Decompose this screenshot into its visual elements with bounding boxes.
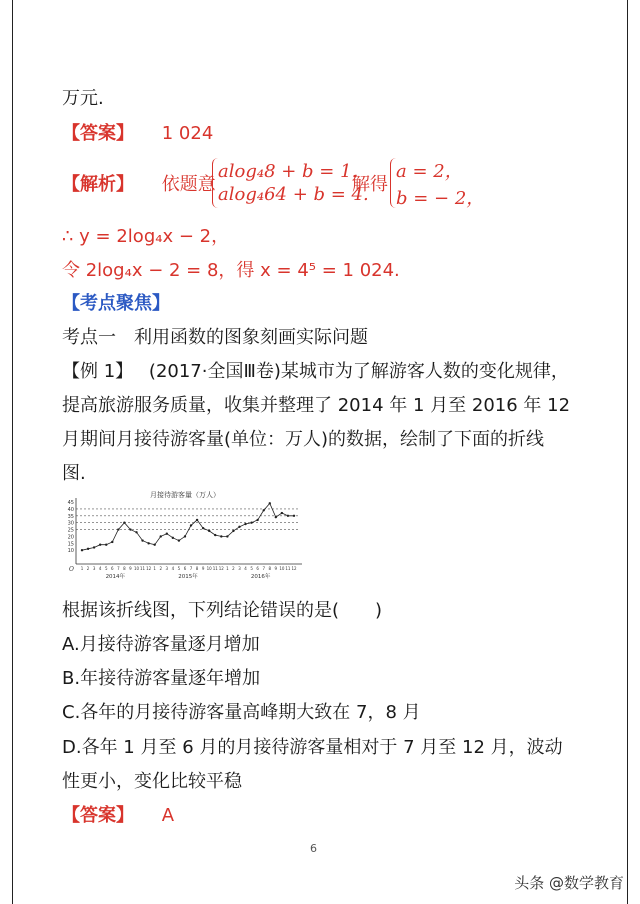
analysis-row (62, 170, 216, 196)
data-point (184, 535, 186, 537)
data-point (129, 528, 131, 530)
data-point (244, 523, 246, 525)
equation-2: alog₄64 + b = 4. (218, 184, 369, 205)
x-tick-label: 11 (140, 566, 146, 571)
solution-1: a = 2， (396, 161, 463, 182)
data-point (81, 549, 83, 551)
x-tick-label: 8 (195, 566, 199, 571)
data-point (172, 537, 174, 539)
data-point (281, 512, 283, 514)
x-tick-label: 10 (279, 566, 285, 571)
example-line-4: 图. (62, 463, 86, 484)
example-tag: 【例 1】 (62, 361, 134, 382)
x-tick-label: 5 (177, 566, 181, 571)
answer-tag: 【答案】 (62, 123, 134, 144)
data-point (123, 521, 125, 523)
data-point (202, 527, 204, 529)
y-tick-label: 30 (67, 520, 74, 527)
data-point (190, 524, 192, 526)
x-tick-label: 1 (226, 566, 229, 571)
origin-label: O (69, 566, 74, 573)
x-tick-label: 2 (86, 566, 90, 571)
series-line (82, 503, 294, 550)
x-tick-label: 6 (256, 566, 259, 571)
data-point (214, 534, 216, 536)
example-row (62, 357, 569, 383)
focus-tag: 【考点聚焦】 (62, 293, 170, 314)
x-tick-label: 11 (285, 566, 291, 571)
x-tick-label: 12 (146, 566, 152, 571)
y-tick-label: 10 (67, 548, 74, 555)
data-point (220, 535, 222, 537)
data-point (147, 542, 149, 544)
option-c[interactable]: C.各年的月接待游客量高峰期大致在 7，8 月 (62, 702, 421, 723)
x-tick-label: 4 (98, 566, 102, 571)
x-tick-label: 6 (183, 566, 187, 571)
x-tick-label: 5 (250, 566, 253, 571)
data-point (105, 544, 107, 546)
solve-word: 解得 (352, 174, 388, 195)
x-tick-label: 4 (171, 566, 175, 571)
data-point (117, 528, 119, 530)
y-tick-label: 40 (67, 506, 74, 513)
y-tick-label: 35 (67, 513, 74, 520)
data-point (232, 530, 234, 532)
x-tick-label: 1 (80, 566, 84, 571)
therefore-line: ∴ y = 2log₄x − 2， (62, 226, 230, 247)
answer-value: 1 024 (161, 123, 214, 144)
chart-title: 月接待游客量（万人） (150, 491, 220, 499)
y-tick-label: 15 (67, 541, 74, 548)
data-point (226, 535, 228, 537)
solution-2: b = − 2， (396, 188, 485, 209)
x-tick-label: 9 (129, 566, 132, 571)
data-point (160, 535, 162, 537)
y-tick-label: 20 (67, 534, 74, 541)
x-tick-label: 11 (212, 566, 218, 571)
data-point (287, 515, 289, 517)
year-label: 2014年 (105, 574, 126, 580)
x-tick-label: 2 (232, 566, 235, 571)
data-point (250, 521, 252, 523)
option-a[interactable]: A.月接待游客量逐月增加 (62, 634, 260, 655)
visitor-line-chart (60, 488, 310, 584)
x-tick-label: 8 (268, 566, 272, 571)
example-line-1: (2017·全国Ⅲ卷)某城市为了解游客人数的变化规律， (148, 361, 569, 382)
x-tick-label: 1 (153, 566, 156, 571)
answer-value-2: A (161, 805, 175, 826)
x-tick-label: 9 (274, 566, 278, 571)
year-label: 2016年 (250, 574, 271, 580)
data-point (141, 539, 143, 541)
x-tick-label: 7 (117, 566, 120, 571)
option-d-cont: 性更小，变化比较平稳 (62, 771, 242, 792)
x-tick-label: 6 (111, 566, 114, 571)
x-tick-label: 3 (165, 566, 169, 571)
data-point (275, 516, 277, 518)
x-tick-label: 7 (189, 566, 193, 571)
x-tick-label: 2 (159, 566, 163, 571)
x-tick-label: 12 (291, 566, 297, 571)
data-point (166, 532, 168, 534)
option-b[interactable]: B.年接待游客量逐年增加 (62, 668, 261, 689)
text-line: 万元. (62, 88, 104, 109)
data-point (293, 515, 295, 517)
data-point (238, 526, 240, 528)
data-point (111, 541, 113, 543)
analysis-intro: 依题意 (161, 174, 216, 195)
data-point (153, 544, 155, 546)
data-point (263, 509, 265, 511)
x-tick-label: 12 (218, 566, 224, 571)
question: 根据该折线图，下列结论错误的是( ) (62, 600, 383, 621)
answer-row (62, 119, 213, 145)
data-point (99, 544, 101, 546)
data-point (135, 531, 137, 533)
answer-tag-2: 【答案】 (62, 805, 134, 826)
x-tick-label: 8 (123, 566, 126, 571)
answer-row-2 (62, 801, 174, 827)
x-tick-label: 7 (262, 566, 265, 571)
data-point (269, 502, 271, 504)
x-tick-label: 9 (201, 566, 205, 571)
page-number: 6 (310, 842, 317, 855)
data-point (87, 548, 89, 550)
y-tick-label: 45 (67, 500, 74, 506)
data-point (208, 530, 210, 532)
example-line-2: 提高旅游服务质量，收集并整理了 2014 年 1 月至 2016 年 12 (62, 395, 571, 416)
let-line: 令 2log₄x − 2 = 8，得 x = 4⁵ = 1 024. (62, 260, 400, 281)
option-d[interactable]: D.各年 1 月至 6 月的月接待游客量相对于 7 月至 12 月，波动 (62, 737, 563, 758)
analysis-tag: 【解析】 (62, 174, 134, 195)
x-tick-label: 3 (238, 566, 241, 571)
x-tick-label: 4 (244, 566, 247, 571)
data-point (178, 539, 180, 541)
point-title: 考点一 利用函数的图象刻画实际问题 (62, 327, 368, 348)
watermark: 头条 @数学教育 (514, 874, 624, 892)
example-line-3: 月期间月接待游客量(单位：万人)的数据，绘制了下面的折线 (62, 429, 545, 450)
data-point (196, 519, 198, 521)
x-tick-label: 5 (104, 566, 108, 571)
x-tick-label: 3 (92, 566, 96, 571)
x-tick-label: 10 (206, 566, 212, 571)
year-label: 2015年 (178, 574, 198, 580)
y-tick-label: 25 (67, 527, 74, 534)
x-tick-label: 10 (133, 566, 140, 571)
data-point (93, 546, 95, 548)
data-point (256, 519, 258, 521)
equation-1: alog₄8 + b = 1， (218, 161, 370, 182)
